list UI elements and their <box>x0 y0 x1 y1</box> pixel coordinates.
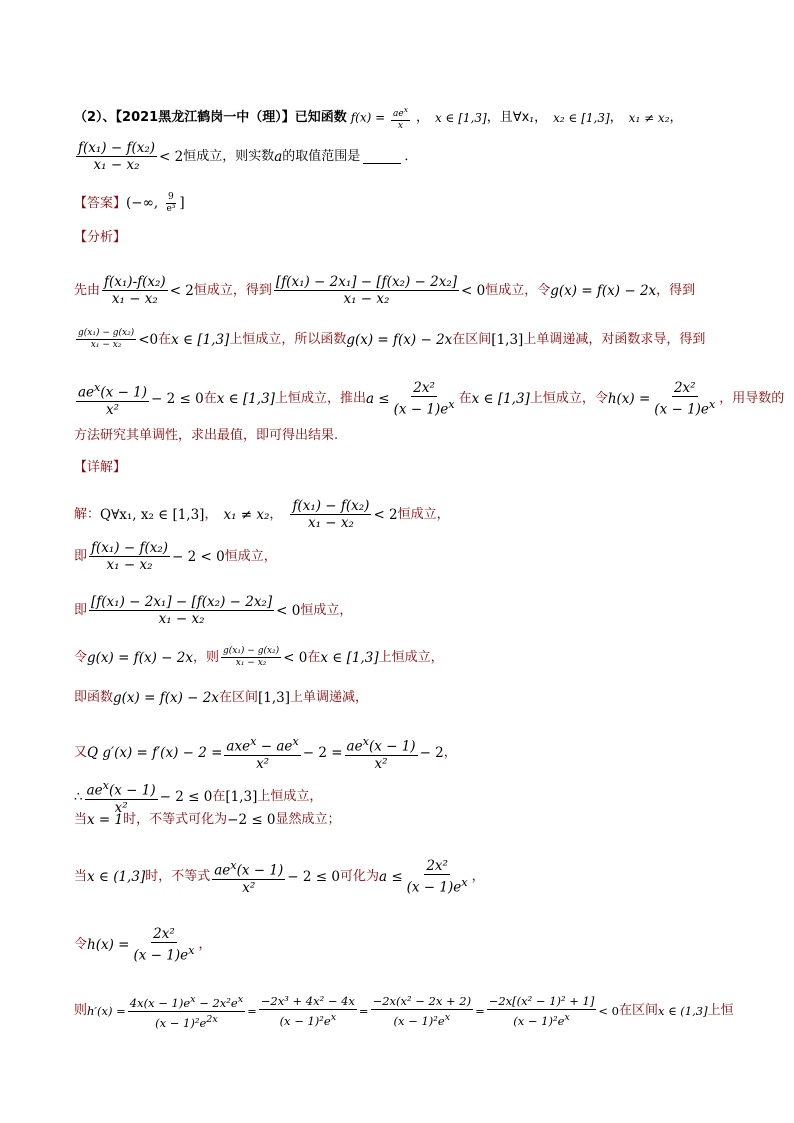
analysis-line-4: 方法研究其单调性，求出最值，即可得出结果. <box>74 428 339 443</box>
answer-line <box>74 192 185 215</box>
detail-line-8: 当 x = 1 时，不等式可化为 −2 ≤ 0 显然成立； <box>74 812 341 828</box>
inequality-fraction: $\frac{\text{f(x₁) − f(x₂)}}{\text{x₁ − x₂}}$ <box>78 140 156 173</box>
answer-value: (−∞, $\frac{9}{\text{e³}}$ ] <box>126 192 185 214</box>
detail-line-3: 即 $\frac{\text{[f(x₁) − 2x₁] − [f(x₂) − 2x₂]}}{\text{x₁ − x₂}}$ < 0 恒成立， <box>74 594 353 627</box>
problem-statement-line2: $\frac{\text{f(x₁) − f(x₂)}}{\text{x₁ − x₂}}$ < 2 恒成立，则实数 a 的取值范围是 ． <box>74 140 417 173</box>
problem-text: 恒成立，则实数 <box>183 148 275 164</box>
problem-end: ． <box>404 148 418 164</box>
analysis-label-line <box>74 228 126 248</box>
detail-line-4: 令 g(x) = f(x) − 2x ，则 $\frac{\text{g(x₁) − g(x₂)}}{\text{x₁ − x₂}}$ < 0 在 x ∈ [1,3] 上恒成立， <box>74 646 444 668</box>
problem-statement: （2）、【2021黑龙江鹤岗一中（理）】已知函数 f(x) = $\frac{ae^x}{x}$ ， x ∈ [1,3] ，且∀x ₁ ， x₂ ∈ [1,3] ， x₁ ≠ x₂ ， <box>74 105 683 131</box>
detail-line-6: 又 Q g′(x) = f′(x) − 2 = $\frac{axe^x - ae^x}{\text{x²}}$ − 2 = $\frac{ae^x(x - 1)}{\text{x²}}$ − 2 ， <box>74 735 457 772</box>
detail-label: 【详解】 <box>74 460 127 475</box>
condition-text: ，且∀x <box>486 110 530 125</box>
domain-expr: x ∈ [1,3] <box>434 111 487 125</box>
problem-label: （2）、【2021黑龙江鹤岗一中（理）】已知函数 <box>74 110 347 125</box>
detail-line-10: 令 h(x) = $\frac{\text{2x²}}{(x - 1)e^x}$ ， <box>74 926 212 964</box>
answer-blank <box>363 149 401 164</box>
detail-line-9: 当 x ∈ (1,3] 时，不等式 $\frac{ae^x(x - 1)}{\text{x²}}$ − 2 ≤ 0 可化为 a ≤ $\frac{\text{2x²}}{(x - 1)e^x}$ ， <box>74 858 485 896</box>
analysis-line-3: $\frac{ae^x(x - 1)}{\text{x²}}$ − 2 ≤ 0 在 x ∈ [1,3] 上恒成立，推出 a ≤ $\frac{\text{2x²}}{(x - 1)e^x}$ 在 x ∈ [1,3] 上恒成立，令 h(x) = $\frac{\text{2x²}}{(x - 1)e^x}$ ，用导数的 <box>78 380 785 418</box>
analysis-line-1: 先由 $\frac{\text{f(x₁)-f(x₂)}}{\text{x₁ − x₂}}$ < 2 恒成立，得到 $\frac{\text{[f(x₁) − 2x₁] − [f(x₂) − 2x₂]}}{\text{x₁ − x₂}}$ < 0 恒成立，令 g(x) = f(x) − 2x ，得到 <box>74 274 696 307</box>
detail-line-1: 解： Q∀x₁, x₂ ∈ [1,3] ， x₁ ≠ x₂ ， $\frac{\text{f(x₁) − f(x₂)}}{\text{x₁ − x₂}}$ < 2 恒成立， <box>74 498 450 531</box>
analysis-label: 【分析】 <box>74 230 127 245</box>
detail-line-11: 则 h′(x) = $\frac{4x(x - 1)e^x - 2x^2e^x}{(x - 1)^2e^{2x}}$ = $\frac{\text{−2x³ + 4x² − 4x}}{(x - 1)^2e^x}$ = $\frac{\text{−2x(x² − 2x + 2)}}{(x - 1)^2e^x}$ = $\frac{\text{−2x[(x² − 1)² + 1]}}{(x - 1)^2e^x}$ < 0 在区间 x ∈ (1,3] 上恒 <box>74 994 734 1030</box>
detail-label-line <box>74 458 126 478</box>
detail-line-7: ∴ $\frac{ae^x(x - 1)}{\text{x²}}$ − 2 ≤ 0 在 [1,3] 上恒成立， <box>74 779 323 816</box>
variable-a: a <box>274 148 283 165</box>
detail-line-5: 即函数 g(x) = f(x) − 2x 在区间 [1,3] 上单调递减， <box>74 690 368 706</box>
detail-line-2: 即 $\frac{\text{f(x₁) − f(x₂)}}{\text{x₁ − x₂}}$ − 2 < 0 恒成立， <box>74 540 277 573</box>
function-def: f(x) = $\frac{ae^x}{x}$ <box>350 105 408 131</box>
condition-neq: x₁ ≠ x₂ <box>628 111 670 125</box>
condition-expr: x₂ ∈ [1,3] <box>553 111 610 125</box>
analysis-line-2: $\frac{\text{g(x₁) − g(x₂)}}{\text{x₁ − x₂}}$ <0 在 x ∈ [1,3] 上恒成立，所以函数 g(x) = f(x) − 2x 在区间 [1,3] 上单调递减，对函数求导，得到 <box>78 328 706 350</box>
problem-text-2: 的取值范围是 <box>282 148 361 164</box>
answer-label: 【答案】 <box>74 195 127 211</box>
